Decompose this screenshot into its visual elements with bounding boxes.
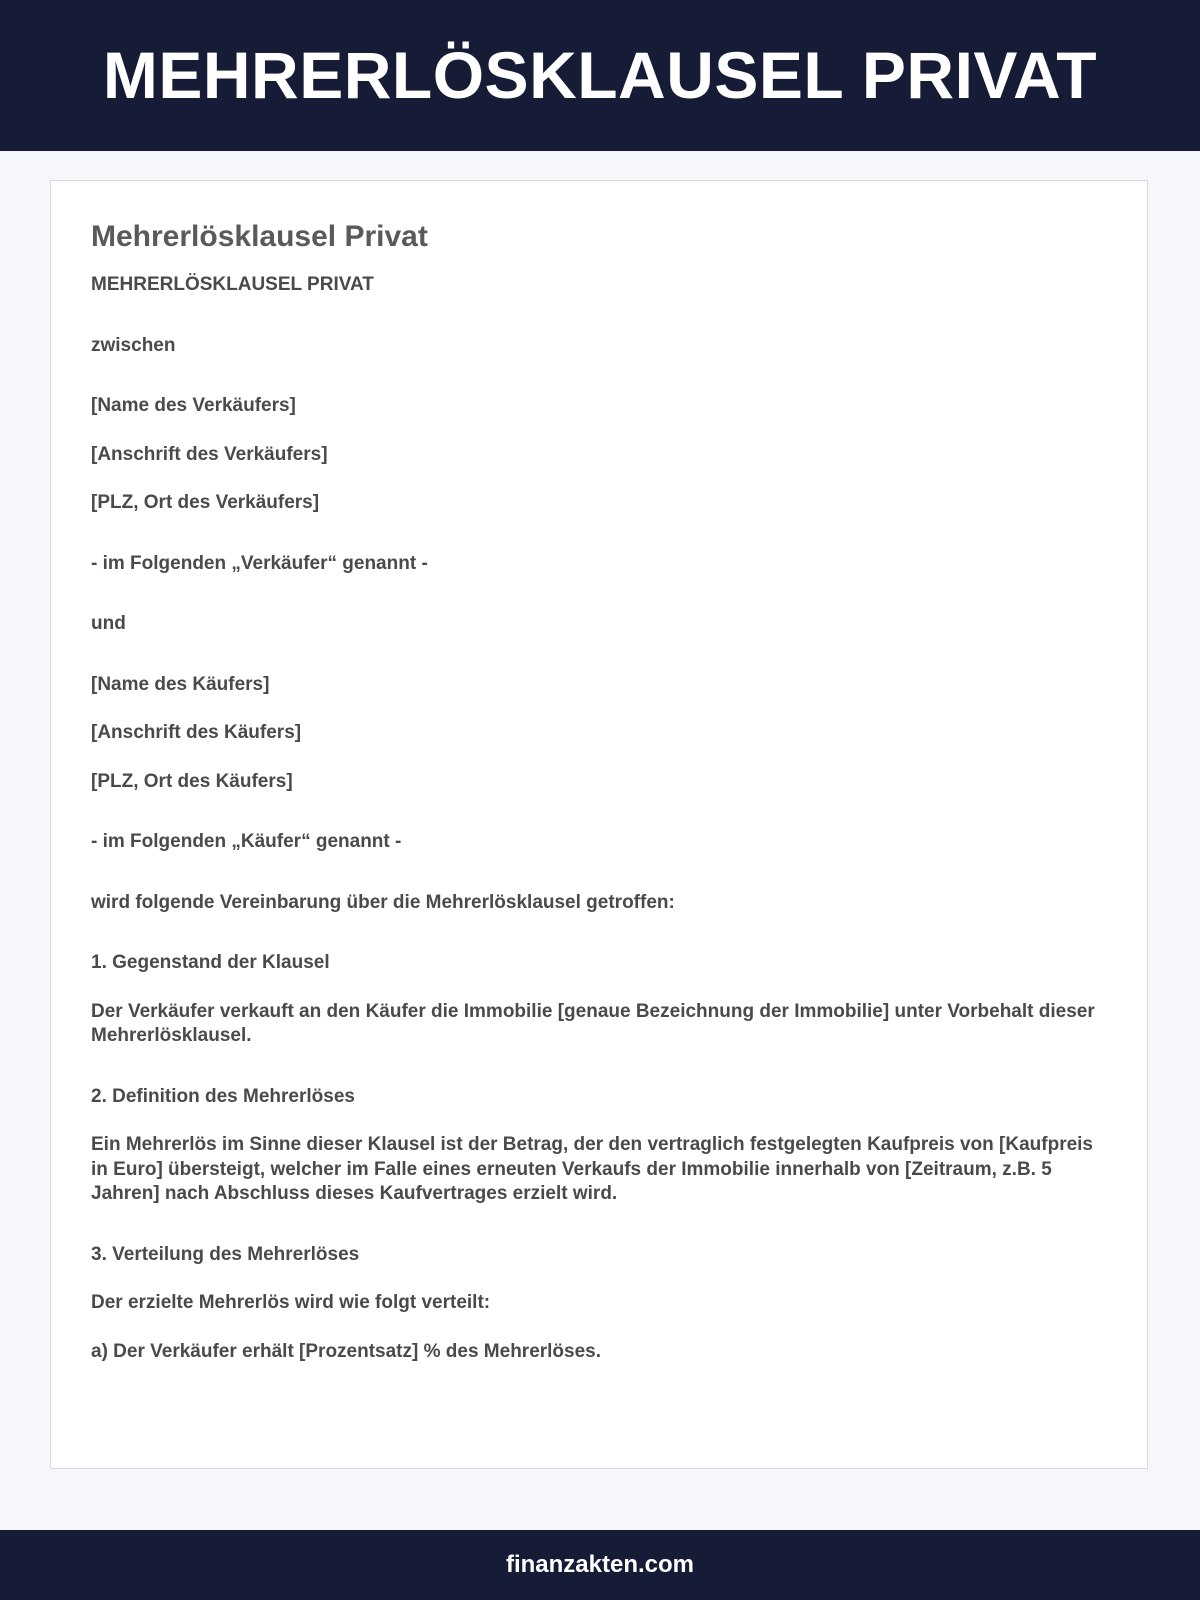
seller-designation: - im Folgenden „Verkäufer“ genannt - (91, 552, 428, 574)
section-3-heading: 3. Verteilung des Mehrerlöses (91, 1243, 360, 1265)
section-1-text: Der Verkäufer verkauft an den Käufer die Immobilie [genaue Bezeichnung der Immobilie] unter Vorbehalt dieser Mehrerlösklausel. (91, 1000, 1095, 1046)
document-card (50, 180, 1148, 1469)
between-label: zwischen (91, 334, 176, 356)
agreement-intro: wird folgende Vereinbarung über die Mehrerlösklausel getroffen: (91, 891, 675, 913)
header-title: MEHRERLÖSKLAUSEL PRIVAT (102, 37, 1098, 112)
section-2-heading: 2. Definition des Mehrerlöses (91, 1085, 355, 1107)
section-3-text: Der erzielte Mehrerlös wird wie folgt verteilt: (91, 1292, 491, 1313)
seller-name: [Name des Verkäufers] (91, 395, 296, 416)
buyer-name: [Name des Käufers] (91, 673, 270, 695)
seller-city: [PLZ, Ort des Verkäufers] (91, 492, 320, 513)
document-content (91, 219, 1101, 1364)
seller-address: [Anschrift des Verkäufers] (91, 443, 328, 465)
section-3-item-a: a) Der Verkäufer erhält [Prozentsatz] % des Mehrerlöses. (91, 1340, 602, 1362)
document-title: Mehrerlösklausel Privat (91, 220, 428, 253)
footer-site: finanzakten.com (505, 1551, 695, 1578)
section-1-heading: 1. Gegenstand der Klausel (91, 952, 330, 973)
buyer-city: [PLZ, Ort des Käufers] (91, 770, 293, 792)
buyer-address: [Anschrift des Käufers] (91, 722, 302, 743)
section-2-text: Ein Mehrerlös im Sinne dieser Klausel ist der Betrag, der den vertraglich festgelegten Kaufpreis von [Kaufpreis in Euro] übersteigt, welcher im Falle eines erneuten Verkaufs der Immobilie innerhalb von [Zeitraum, z.B. 5 Jahren] nach Abschluss dieses Kaufvertrages erzielt wird. (91, 1134, 1093, 1204)
page-header (0, 0, 1200, 151)
doc-heading: MEHRERLÖSKLAUSEL PRIVAT (91, 274, 374, 295)
buyer-designation: - im Folgenden „Käufer“ genannt - (91, 831, 402, 852)
page-footer (0, 1530, 1200, 1600)
and-label: und (91, 613, 126, 634)
